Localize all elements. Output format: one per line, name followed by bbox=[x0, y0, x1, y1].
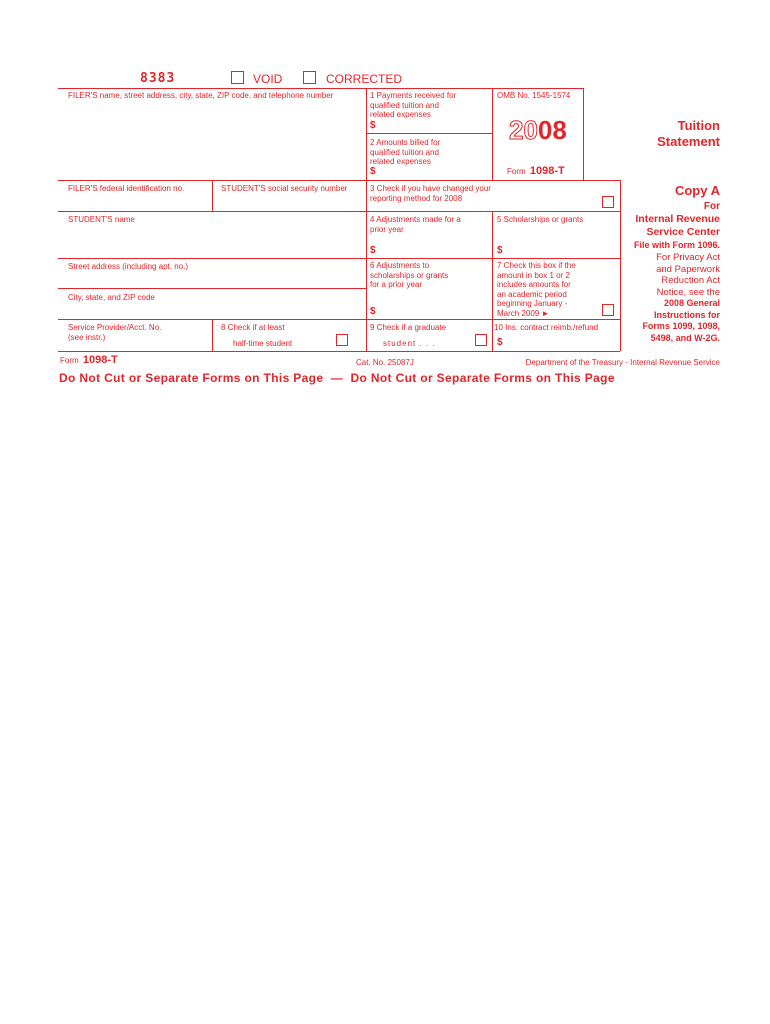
box2-amount-field[interactable] bbox=[380, 164, 490, 179]
footer-form-id: 1098-T bbox=[82, 354, 118, 366]
tax-year-prefix: 20 bbox=[509, 115, 538, 145]
student-name-field[interactable] bbox=[59, 226, 365, 257]
form-id-small: 1098-T bbox=[529, 165, 565, 177]
row-line-4 bbox=[58, 288, 366, 289]
form-name-small bbox=[507, 165, 565, 177]
general-instructions: 2008 General Instructions for Forms 1099, 1098, 5498, and W-2G. bbox=[642, 298, 720, 343]
box8-checkbox[interactable] bbox=[336, 334, 348, 346]
bottom-border bbox=[58, 351, 620, 352]
do-not-cut-notice: Do Not Cut or Separate Forms on This Page — Do Not Cut or Separate Forms on This Page bbox=[59, 371, 615, 385]
box6-amount-field[interactable] bbox=[380, 304, 490, 318]
form-code: 8383 bbox=[140, 71, 176, 86]
box7-checkbox[interactable] bbox=[602, 304, 614, 316]
col-line-box5 bbox=[492, 211, 493, 351]
box9-label-line2: student . . . bbox=[383, 339, 436, 348]
box6-dollar: $ bbox=[370, 306, 376, 317]
footer-form-name bbox=[60, 354, 118, 366]
box8-label-line2: half-time student bbox=[233, 339, 293, 348]
box1-label: 1 Payments received for qualified tuition and related expenses bbox=[370, 91, 457, 119]
box9-label-line1: 9 Check if a graduate bbox=[370, 323, 447, 332]
omb-number: OMB No. 1545-1574 bbox=[497, 91, 571, 100]
col-line-omb bbox=[492, 88, 493, 180]
copy-irs-line1: Internal Revenue bbox=[635, 213, 720, 225]
box4-label: 4 Adjustments made for a prior year bbox=[370, 215, 461, 234]
box10-amount-field[interactable] bbox=[507, 335, 619, 350]
box5-dollar: $ bbox=[497, 245, 503, 256]
copy-label: Copy A bbox=[674, 183, 720, 198]
row-line-3 bbox=[58, 258, 620, 259]
box1-dollar: $ bbox=[370, 120, 376, 131]
box10-label: 10 Ins. contract reimb./refund bbox=[494, 323, 599, 332]
student-ssn-label: STUDENT'S social security number bbox=[221, 184, 348, 193]
top-border bbox=[58, 88, 584, 89]
student-ssn-field[interactable] bbox=[213, 194, 365, 210]
box2-label: 2 Amounts billed for qualified tuition and related expenses bbox=[370, 138, 441, 166]
privacy-notice: For Privacy Act and Paperwork Reduction Act Notice, see the bbox=[656, 252, 720, 298]
col-line-box8 bbox=[212, 319, 213, 351]
box4-dollar: $ bbox=[370, 245, 376, 256]
box3-label: 3 Check if you have changed your reporting method for 2008 bbox=[370, 184, 491, 203]
city-state-zip-label: City, state, and ZIP code bbox=[68, 293, 155, 302]
file-with-1096: File with Form 1096. bbox=[633, 240, 720, 250]
box2-dollar: $ bbox=[370, 166, 376, 177]
form-word-small: Form bbox=[507, 167, 526, 176]
treasury-department: Department of the Treasury - Internal Revenue Service bbox=[525, 358, 720, 367]
box6-label: 6 Adjustments to scholarships or grants for a prior year bbox=[370, 261, 449, 289]
student-name-label: STUDENT'S name bbox=[68, 215, 135, 224]
box9-checkbox[interactable] bbox=[475, 334, 487, 346]
footer-form-word: Form bbox=[60, 356, 79, 365]
row-line-2 bbox=[58, 211, 620, 212]
box4-amount-field[interactable] bbox=[380, 243, 490, 257]
title-statement: Statement bbox=[657, 134, 720, 149]
copy-for: For bbox=[703, 201, 720, 212]
row-line-5 bbox=[58, 319, 620, 320]
col-line-boxes-right bbox=[620, 180, 621, 351]
filer-federal-id-field[interactable] bbox=[59, 194, 211, 210]
corrected-checkbox[interactable] bbox=[303, 71, 316, 84]
title-tuition: Tuition bbox=[677, 118, 720, 133]
box1-amount-field[interactable] bbox=[380, 118, 490, 132]
box5-label: 5 Scholarships or grants bbox=[497, 215, 584, 224]
col-line-year-right bbox=[583, 88, 584, 180]
box1-box2-divider bbox=[366, 133, 492, 134]
filer-federal-id-label: FILER'S federal identification no. bbox=[68, 184, 185, 193]
service-provider-label: Service Provider/Acct. No. (see instr.) bbox=[68, 323, 162, 342]
tax-year bbox=[509, 116, 567, 144]
col-line-filer bbox=[366, 88, 367, 351]
cat-number: Cat. No. 25087J bbox=[356, 358, 414, 367]
city-state-zip-field[interactable] bbox=[59, 303, 365, 318]
void-label: VOID bbox=[253, 72, 283, 86]
box10-dollar: $ bbox=[497, 337, 503, 348]
box8-label-line1: 8 Check if at least bbox=[221, 323, 285, 332]
tax-year-suffix: 08 bbox=[537, 115, 567, 145]
corrected-label: CORRECTED bbox=[326, 72, 403, 86]
street-address-label: Street address (including apt. no.) bbox=[68, 262, 189, 271]
filer-name-field[interactable] bbox=[59, 102, 365, 179]
box3-checkbox[interactable] bbox=[602, 196, 614, 208]
filer-name-label: FILER'S name, street address, city, state, ZIP code, and telephone number bbox=[68, 91, 334, 100]
row-line-1 bbox=[58, 180, 620, 181]
copy-irs-line2: Service Center bbox=[646, 226, 720, 238]
box5-amount-field[interactable] bbox=[507, 243, 619, 257]
street-address-field[interactable] bbox=[59, 272, 365, 287]
void-checkbox[interactable] bbox=[231, 71, 244, 84]
box7-label: 7 Check this box if the amount in box 1 or 2 includes amounts for an academic period beginning January - March 2009 ► bbox=[497, 261, 576, 318]
